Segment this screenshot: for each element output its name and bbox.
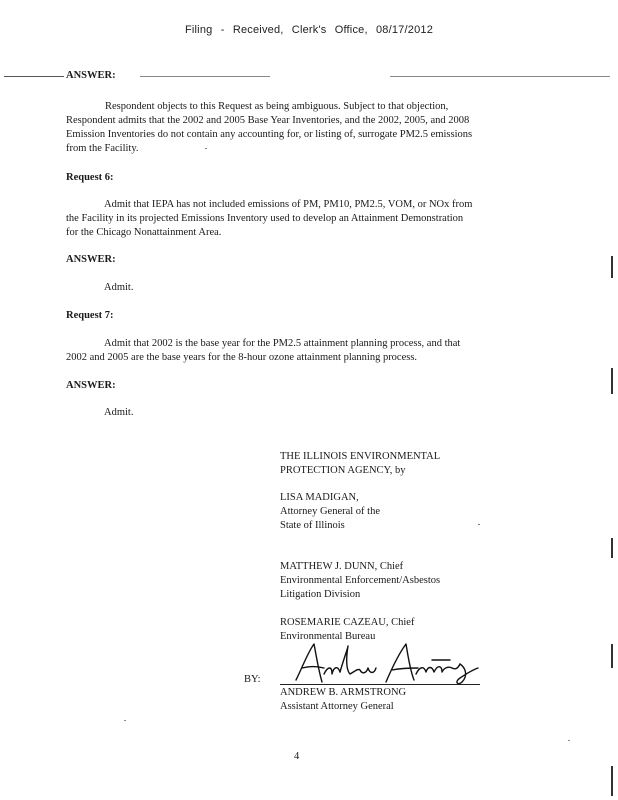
signature-stroke [457,664,478,684]
margin-scan-mark [611,368,613,394]
answer-heading: ANSWER: [66,70,116,81]
ag-line: Attorney General of the [280,506,381,517]
cazeau-line: Environmental Bureau [280,631,376,642]
answer-paragraph [66,100,546,156]
paragraph-line: Admit that IEPA has not included emissions of PM, PM10, PM2.5, VOM, or NOx from [104,199,473,210]
scan-speck [568,740,570,741]
signature-stroke [296,644,322,682]
answer-heading: ANSWER: [66,254,116,265]
paragraph-line: Admit that 2002 is the base year for the PM2.5 attainment planning process, and that [104,338,461,349]
scan-speck [478,524,480,525]
agency-line: THE ILLINOIS ENVIRONMENTAL [280,451,441,462]
dunn-line: Litigation Division [280,589,361,600]
dunn-line: Environmental Enforcement/Asbestos [280,575,441,586]
paragraph-line: from the Facility. [66,143,139,154]
attorney-general-block [280,491,380,533]
margin-scan-mark [611,538,613,558]
signature-stroke [340,646,376,674]
paragraph-line: 2002 and 2005 are the base years for the 8-hour ozone attainment planning process. [66,352,418,363]
handwritten-signature [282,638,482,688]
margin-scan-mark [611,256,613,278]
agency-line: PROTECTION AGENCY, by [280,465,406,476]
signature-stroke [302,667,324,669]
scan-speck [205,148,207,149]
scan-speck [124,720,126,721]
signature-stroke [324,668,340,674]
dunn-line: MATTHEW J. DUNN, Chief [280,561,404,572]
paragraph-line: Respondent admits that the 2002 and 2005 Base Year Inventories, and the 2002, 2005, and 2008 [66,115,470,126]
request-paragraph [66,337,546,365]
request-paragraph [66,198,546,240]
signer-line: Assistant Attorney General [280,701,394,712]
agency-block [280,450,440,478]
request-heading: Request 6: [66,172,114,183]
filing-stamp: Filing - Received, Clerk's Office, 08/17/2012 [184,24,434,36]
ag-line: State of Illinois [280,520,345,531]
answer-text: Admit. [104,282,134,293]
cazeau-line: ROSEMARIE CAZEAU, Chief [280,617,415,628]
scan-artifact-line [140,76,270,77]
ag-line: LISA MADIGAN, [280,492,359,503]
signature-line [280,684,480,685]
signature-stroke [416,664,460,674]
margin-scan-mark [611,766,613,796]
page-number: 4 [294,751,300,762]
signature-stroke [392,668,418,670]
dunn-block [280,560,440,602]
scan-artifact-line [390,76,610,77]
signer-block [280,686,406,714]
answer-text: Admit. [104,407,134,418]
signer-line: ANDREW B. ARMSTRONG [280,687,407,698]
signature-stroke [386,644,414,682]
request-heading: Request 7: [66,310,114,321]
paragraph-line: the Facility in its projected Emissions Inventory used to develop an Attainment Demonstration [66,213,464,224]
margin-scan-mark [611,644,613,668]
scan-artifact-line [4,76,64,77]
paragraph-line: Emission Inventories do not contain any accounting for, or listing of, surrogate PM2.5 emissions [66,129,473,140]
by-label: BY: [244,674,261,685]
answer-heading: ANSWER: [66,380,116,391]
paragraph-line: Respondent objects to this Request as being ambiguous. Subject to that objection, [105,101,449,112]
paragraph-line: for the Chicago Nonattainment Area. [66,227,222,238]
